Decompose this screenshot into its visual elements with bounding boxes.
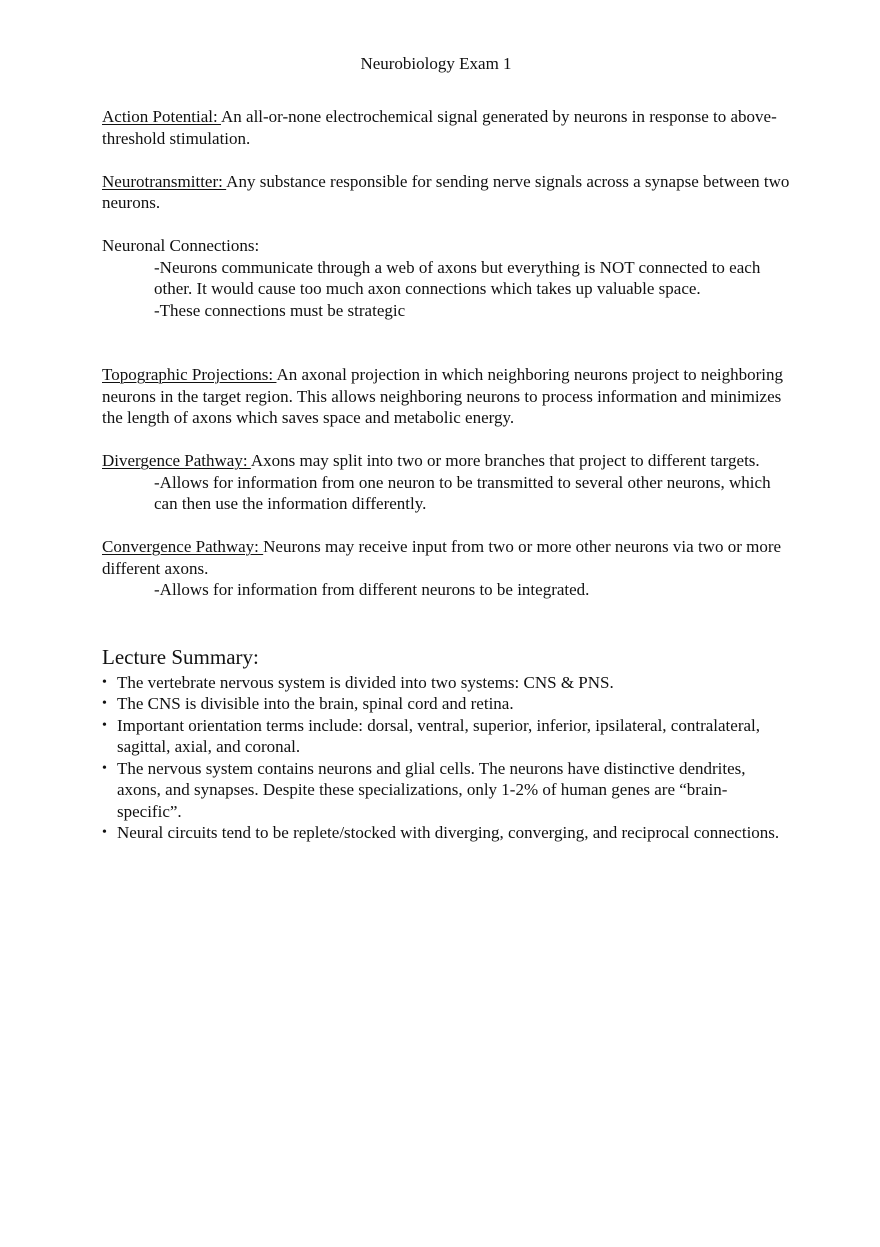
term-label: Action Potential: <box>102 107 221 126</box>
definition-action-potential <box>102 106 792 149</box>
neuronal-connections-point: -Neurons communicate through a web of axons but everything is NOT connected to each other. It would cause too much axon connections which takes up valuable space. <box>154 257 761 298</box>
definition-text: Neurons may receive input from two or more other neurons via two or more different axons. <box>102 537 782 578</box>
list-item: • Neural circuits tend to be replete/stocked with diverging, converging, and reciprocal connections. <box>102 822 792 844</box>
list-item: • The CNS is divisible into the brain, spinal cord and retina. <box>102 693 792 715</box>
definition-topographic-projections <box>102 364 792 429</box>
term-label: Divergence Pathway: <box>102 451 251 470</box>
neuronal-connections-heading: Neuronal Connections: <box>102 236 260 255</box>
lecture-summary-heading: Lecture Summary: <box>102 644 259 669</box>
document-body <box>102 106 792 844</box>
term-label: Neurotransmitter: <box>102 171 227 191</box>
term-label: Convergence Pathway: <box>102 537 264 556</box>
neuronal-connections-point: -These connections must be strategic <box>154 300 406 320</box>
definition-text: Any substance responsible for sending nerve signals across a synapse between two neurons. <box>102 171 790 212</box>
definition-neurotransmitter <box>102 171 792 214</box>
lecture-summary-list <box>102 672 792 844</box>
definition-convergence-pathway <box>102 536 792 579</box>
definition-text: Axons may split into two or more branches that project to different targets. <box>250 451 760 470</box>
list-item: • Important orientation terms include: dorsal, ventral, superior, inferior, ipsilateral, contralateral, sagittal, axial, and coronal. <box>102 715 792 758</box>
definition-text: An axonal projection in which neighboring neurons project to neighboring neurons in the target region. This allows neighboring neurons to process information and minimizes the length of axons which saves space and metabolic energy. <box>102 365 784 427</box>
convergence-note: -Allows for information from different neurons to be integrated. <box>154 580 590 599</box>
list-item: • The nervous system contains neurons and glial cells. The neurons have distinctive dendrites, axons, and synapses. Despite these specializations, only 1-2% of human genes are “brain-specific”. <box>102 758 792 823</box>
document-title: Neurobiology Exam 1 <box>360 54 512 73</box>
list-item: • The vertebrate nervous system is divided into two systems: CNS & PNS. <box>102 672 792 694</box>
definition-text: An all-or-none electrochemical signal generated by neurons in response to above-threshold stimulation. <box>102 107 777 148</box>
definition-divergence-pathway <box>102 450 792 472</box>
divergence-note: -Allows for information from one neuron to be transmitted to several other neurons, which can then use the information differently. <box>154 472 771 513</box>
term-label: Topographic Projections: <box>102 365 277 384</box>
